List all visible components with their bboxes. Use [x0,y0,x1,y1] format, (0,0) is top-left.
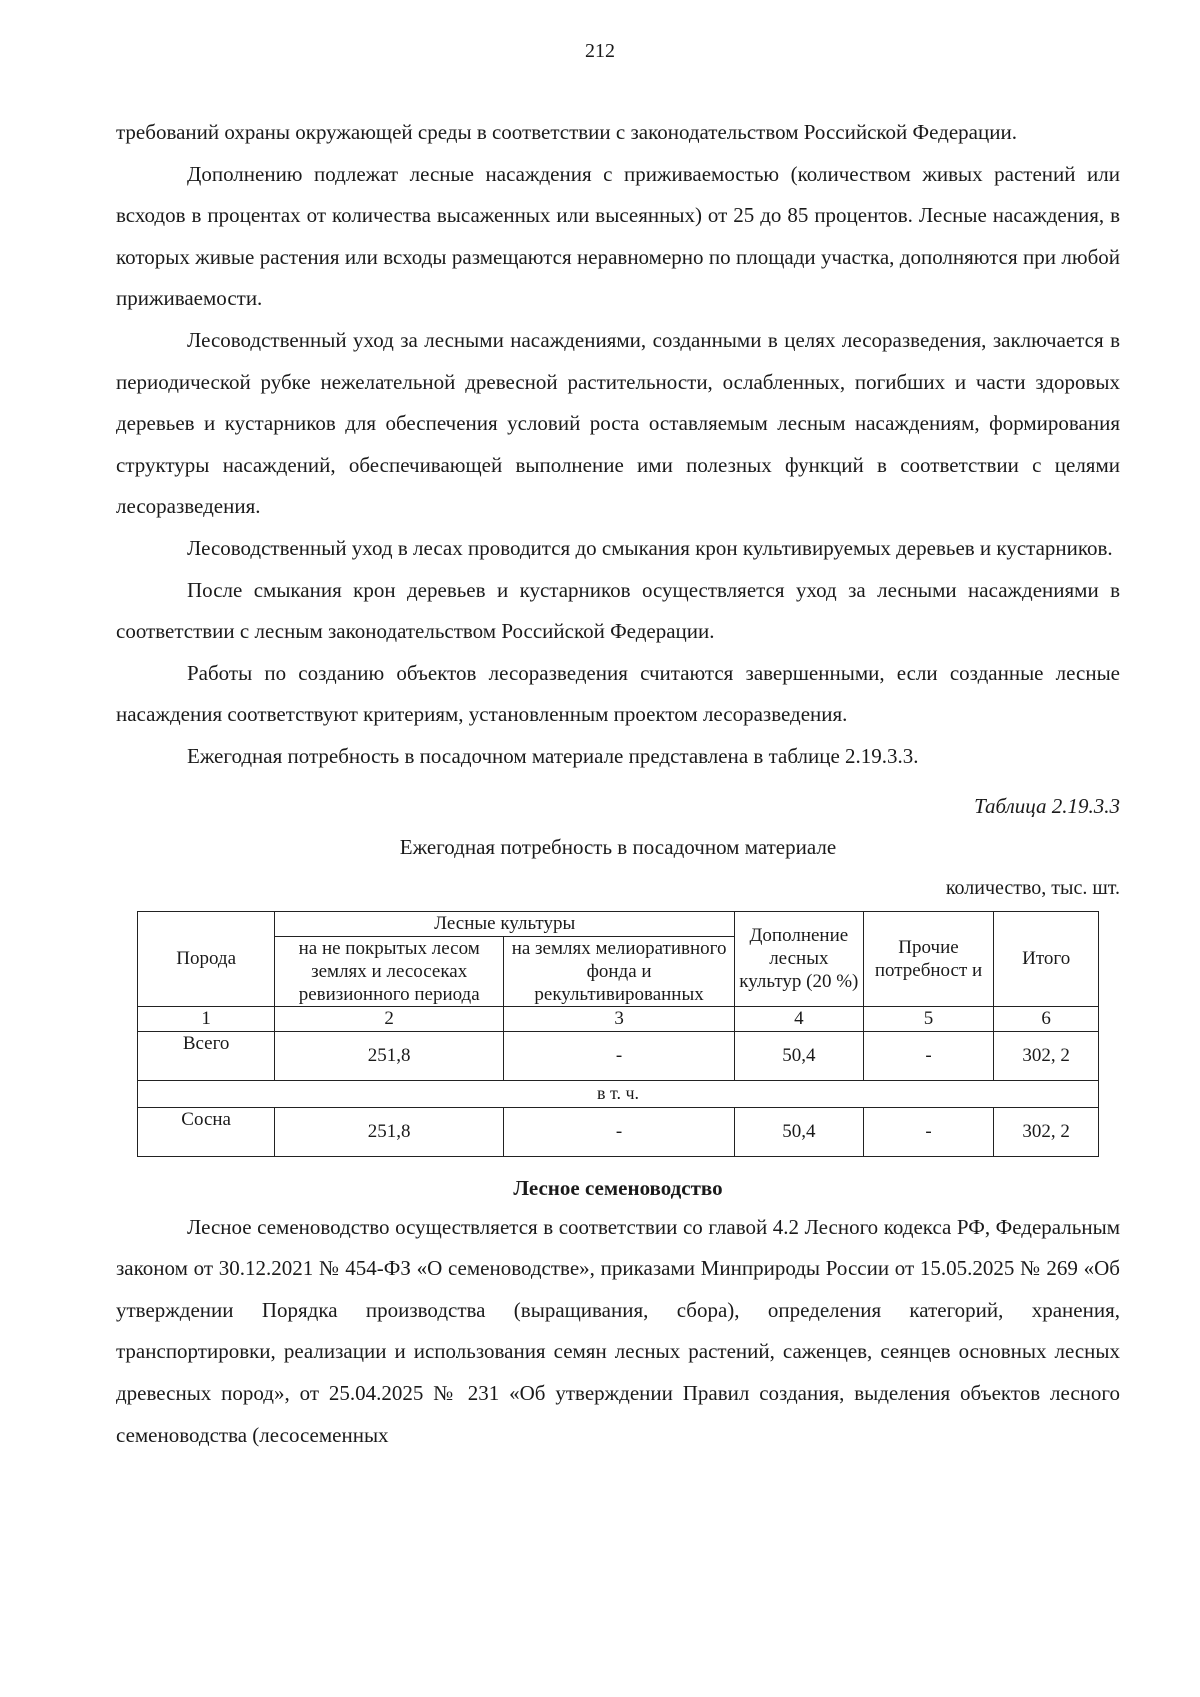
planting-material-table [137,911,1099,1157]
subheader-including: в т. ч. [138,1080,1099,1107]
document-body [116,112,1120,1456]
col-number: 6 [994,1006,1099,1031]
col-number: 2 [275,1006,504,1031]
header-forest-cultures: Лесные культуры [275,911,735,936]
col-number: 5 [863,1006,994,1031]
cell-supplement: 50,4 [735,1031,864,1080]
header-total: Итого [994,911,1099,1006]
cell-other: - [863,1107,994,1156]
header-poroda: Порода [138,911,275,1006]
paragraph: Ежегодная потребность в посадочном материале представлена в таблице 2.19.3.3. [187,743,919,768]
header-other-needs: Прочие потребност и [863,911,994,1006]
table-row [138,1107,1099,1156]
cell-unforested: 251,8 [275,1031,504,1080]
table-units: количество, тыс. шт. [945,876,1120,899]
paragraph: Лесоводственный уход за лесными насаждениями, созданными в целях лесоразведения, заключается в периодической рубке нежелательной древесной растительности, ослабленных, погибших и части здоровых деревьев и кустарников для обеспечения условий роста оставляемым лесным насаждениям, формирования структуры насаждений, обеспечивающей выполнение ими полезных функций в соответствии с целями лесоразведения. [116,327,1120,519]
cell-total: 302, 2 [994,1107,1099,1156]
page-number: 212 [585,40,615,62]
section-title: Лесное семеноводство [513,1175,723,1200]
header-reclamation-lands: на землях мелиоративного фонда и рекультивированных [504,936,735,1006]
row-label: Всего [138,1031,275,1080]
cell-supplement: 50,4 [735,1107,864,1156]
table-title: Ежегодная потребность в посадочном материале [399,835,837,860]
cell-total: 302, 2 [994,1031,1099,1080]
paragraph: Лесоводственный уход в лесах проводится до смыкания крон культивируемых деревьев и кустарников. [187,535,1113,560]
cell-other: - [863,1031,994,1080]
paragraph: Работы по созданию объектов лесоразведения считаются завершенными, если созданные лесные насаждения соответствуют критериям, установленным проектом лесоразведения. [116,660,1120,727]
paragraph: После смыкания крон деревьев и кустарников осуществляется уход за лесными насаждениями в соответствии с лесным законодательством Российской Федерации. [116,577,1120,644]
table-row [138,1031,1099,1080]
header-supplement: Дополнение лесных культур (20 %) [735,911,864,1006]
paragraphs-before [116,112,1120,778]
col-number: 3 [504,1006,735,1031]
col-number: 4 [735,1006,864,1031]
row-label: Сосна [138,1107,275,1156]
paragraphs-after [116,1207,1120,1457]
table-label: Таблица 2.19.3.3 [974,793,1120,818]
paragraph: Лесное семеноводство осуществляется в соответствии со главой 4.2 Лесного кодекса РФ, Федеральным законом от 30.12.2021 № 454-ФЗ «О семеноводстве», приказами Минприроды России от 15.05.2025 № 269 «Об утверждении Порядка производства (выращивания, сбора), определения категорий, хранения, транспортировки, реализации и использования семян лесных растений, саженцев, сеянцев основных лесных древесных пород», от 25.04.2025 № 231 «Об утверждении Правил создания, выделения объектов лесного семеноводства (лесосеменных [116,1214,1120,1447]
cell-reclamation: - [504,1031,735,1080]
paragraph: требований охраны окружающей среды в соответствии с законодательством Российской Федерации. [116,120,1017,144]
header-unforested-lands: на не покрытых лесом землях и лесосеках ревизионного периода [275,936,504,1006]
cell-reclamation: - [504,1107,735,1156]
col-number: 1 [138,1006,275,1031]
cell-unforested: 251,8 [275,1107,504,1156]
paragraph: Дополнению подлежат лесные насаждения с приживаемостью (количеством живых растений или всходов в процентах от количества высаженных или высеянных) от 25 до 85 процентов. Лесные насаждения, в которых живые растения или всходы размещаются неравномерно по площади участка, дополняются при любой приживаемости. [116,161,1120,311]
